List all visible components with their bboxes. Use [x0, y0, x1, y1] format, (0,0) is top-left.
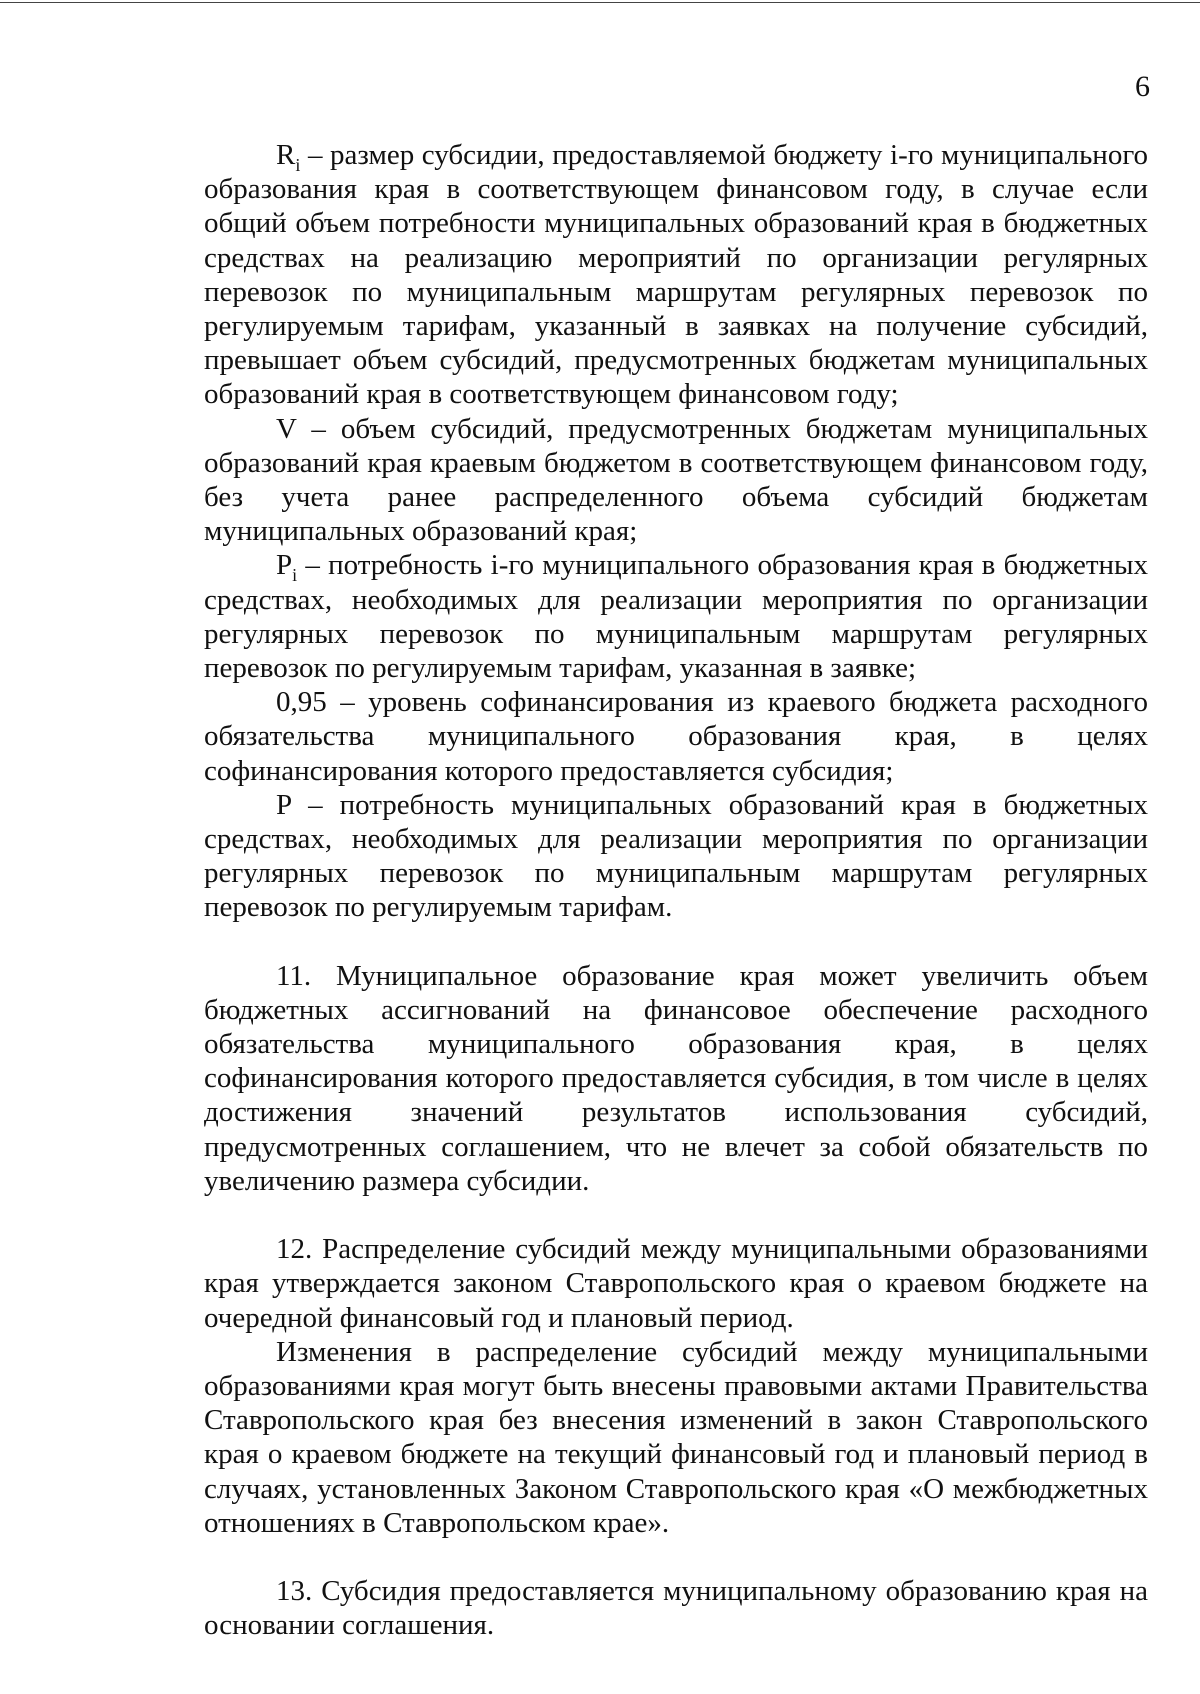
- paragraph-text: Изменения в распределение субсидий между муниципальными образованиями края могут быть внесены правовыми актами Правительства Ставропольского края без внесения изменений в закон Ставропольского края о краевом бюджете на текущий финансовый год и плановый период в случаях, установленных Законом Ставропольского края «О межбюджетных отношениях в Ставропольском крае».: [204, 1335, 1148, 1539]
- paragraph-text: 0,95 – уровень софинансирования из краевого бюджета расходного обязательства муниципального образования края, в целях софинансирования которого предоставляется субсидия;: [204, 686, 1148, 787]
- document-body: [204, 138, 1148, 1642]
- top-rule: [0, 2, 1200, 3]
- paragraph-ri-definition: [204, 138, 1148, 412]
- paragraph-text: V – объем субсидий, предусмотренных бюджетам муниципальных образований края краевым бюджетом в соответствующем финансовом году, без учета ранее распределенного объема субсидий бюджетам муниципальных образований края;: [204, 412, 1148, 548]
- paragraph-text: 11. Муниципальное образование края может увеличить объем бюджетных ассигнований на финансовое обеспечение расходного обязательства муниципального образования края, в целях софинансирования которого предоставляется субсидия, в том числе в целях достижения значений результатов использования субсидий, предусмотренных соглашением, что не влечет за собой обязательств по увеличению размера субсидии.: [204, 959, 1148, 1197]
- symbol-r: R: [276, 139, 296, 171]
- clause-12: [204, 1232, 1148, 1335]
- paragraph-text: 12. Распределение субсидий между муниципальными образованиями края утверждается законом Ставропольского края о краевом бюджете на очередной финансовый год и плановый период.: [204, 1233, 1148, 1334]
- clause-13: [204, 1574, 1148, 1642]
- paragraph-text: – потребность i-го муниципального образования края в бюджетных средствах, необходимых для реализации мероприятия по организации регулярных перевозок по муниципальным маршрутам регулярных перевозок по регулируемым тарифам, указанная в заявке;: [204, 549, 1148, 685]
- paragraph-text: – размер субсидии, предоставляемой бюджету i-го муниципального образования края в соответствующем финансовом году, в случае если общий объем потребности муниципальных образований края в бюджетных средствах на реализацию мероприятий по организации регулярных перевозок по муниципальным маршрутам регулярных перевозок по регулируемым тарифам, указанный в заявках на получение субсидий, превышает объем субсидий, предусмотренных бюджетам муниципальных образований края в соответствующем финансовом году;: [204, 139, 1148, 411]
- page-number: 6: [1135, 70, 1150, 103]
- paragraph-text: P – потребность муниципальных образований края в бюджетных средствах, необходимых для реализации мероприятия по организации регулярных перевозок по муниципальным маршрутам регулярных перевозок по регулируемым тарифам.: [204, 788, 1148, 924]
- subscript-i: i: [295, 154, 301, 175]
- clause-11: [204, 959, 1148, 1198]
- clause-12-amendments: [204, 1335, 1148, 1540]
- paragraph-text: 13. Субсидия предоставляется муниципальному образованию края на основании соглашения.: [204, 1574, 1148, 1642]
- paragraph-p-definition: [204, 788, 1148, 925]
- paragraph-cofinancing-level: [204, 685, 1148, 788]
- paragraph-pi-definition: [204, 548, 1148, 685]
- subscript-i: i: [292, 565, 298, 586]
- symbol-p: P: [276, 549, 293, 582]
- paragraph-v-definition: [204, 412, 1148, 549]
